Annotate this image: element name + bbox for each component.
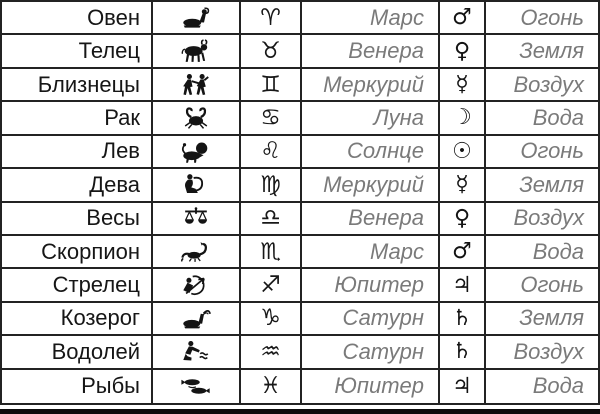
table-cell-pictogram (153, 203, 241, 236)
zodiac-symbol: ♏ (241, 236, 302, 269)
element-name: Земля (486, 303, 598, 336)
virgo-pictogram-icon (180, 172, 212, 197)
table-cell-pictogram (153, 69, 241, 102)
sagittarius-pictogram-icon (180, 273, 212, 298)
libra-pictogram-icon (180, 206, 212, 231)
zodiac-name: Стрелец (2, 269, 153, 302)
element-name: Вода (532, 373, 584, 399)
planet-symbol: ☽ (440, 102, 486, 135)
planet-symbol: ☿ (440, 69, 486, 102)
planet-symbol: ♄ (440, 336, 486, 369)
zodiac-symbol: ♎ (241, 203, 302, 236)
zodiac-symbol: ♊ (241, 69, 302, 102)
planet-name: Меркурий (302, 169, 440, 202)
planet-name: Сатурн (302, 336, 440, 369)
zodiac-symbol: ♑ (241, 303, 302, 336)
zodiac-name: Водолей (2, 336, 153, 369)
zodiac-name: Скорпион (2, 236, 153, 269)
element-name: Земля (486, 169, 598, 202)
gemini-pictogram-icon (180, 72, 212, 97)
zodiac-name: Телец (2, 35, 153, 68)
planet-symbol: ♂ (440, 2, 486, 35)
planet-symbol: ♀ (440, 203, 486, 236)
zodiac-name: Лев (2, 136, 153, 169)
table-cell-pictogram (153, 2, 241, 35)
zodiac-symbol: ♋ (241, 102, 302, 135)
zodiac-name: Козерог (2, 303, 153, 336)
planet-symbol: ☿ (440, 169, 486, 202)
aries-pictogram-icon (180, 5, 212, 30)
table-cell-pictogram (153, 169, 241, 202)
planet-name: Венера (302, 203, 440, 236)
planet-symbol: ♄ (440, 303, 486, 336)
zodiac-symbol: ♓ (241, 370, 302, 403)
taurus-pictogram-icon (180, 39, 212, 64)
planet-name: Марс (302, 236, 440, 269)
zodiac-symbol: ♈ (241, 2, 302, 35)
zodiac-symbol: ♉ (241, 35, 302, 68)
aquarius-pictogram-icon (180, 339, 212, 364)
planet-symbol: ♂ (440, 236, 486, 269)
bottom-edge-bar (0, 409, 600, 414)
zodiac-name: Овен (2, 2, 153, 35)
element-name: Воздух (486, 203, 598, 236)
planet-name: Венера (302, 35, 440, 68)
element-name: Огонь (486, 269, 598, 302)
cancer-pictogram-icon (180, 105, 212, 130)
planet-symbol: ♀ (440, 35, 486, 68)
element-name: Земля (486, 35, 598, 68)
zodiac-name: Дева (2, 169, 153, 202)
zodiac-symbol: ♐ (241, 269, 302, 302)
element-name: Вода (486, 102, 598, 135)
planet-name: Сатурн (302, 303, 440, 336)
table-cell-pictogram (153, 136, 241, 169)
planet-symbol: ♃ (440, 269, 486, 302)
table-cell-pictogram (153, 269, 241, 302)
zodiac-symbol: ♒ (241, 336, 302, 369)
zodiac-name: Рак (2, 102, 153, 135)
planet-name: Юпитер (302, 370, 440, 403)
element-name: Огонь (486, 2, 598, 35)
element-name: Вода (486, 236, 598, 269)
element-name: Огонь (486, 136, 598, 169)
element-name: Воздух (486, 336, 598, 369)
table-cell-pictogram (153, 35, 241, 68)
planet-symbol: ♃ (440, 370, 486, 403)
planet-name: Луна (302, 102, 440, 135)
planet-symbol: ☉ (440, 136, 486, 169)
table-cell-pictogram (153, 102, 241, 135)
table-cell-pictogram (153, 336, 241, 369)
zodiac-symbol: ♌ (241, 136, 302, 169)
table-cell-pictogram (153, 370, 241, 403)
zodiac-symbol: ♍ (241, 169, 302, 202)
capricorn-pictogram-icon (180, 306, 212, 331)
table-cell-pictogram (153, 236, 241, 269)
zodiac-name: Рыбы (2, 370, 153, 403)
planet-name: Меркурий (302, 69, 440, 102)
planet-name: Солнце (302, 136, 440, 169)
leo-pictogram-icon (180, 139, 212, 164)
zodiac-name: Близнецы (2, 69, 153, 102)
element-name: Воздух (486, 69, 598, 102)
scorpio-pictogram-icon (180, 239, 212, 264)
planet-name: Марс (302, 2, 440, 35)
pisces-pictogram-icon (180, 374, 212, 399)
zodiac-name: Весы (2, 203, 153, 236)
table-cell-pictogram (153, 303, 241, 336)
planet-name: Юпитер (302, 269, 440, 302)
